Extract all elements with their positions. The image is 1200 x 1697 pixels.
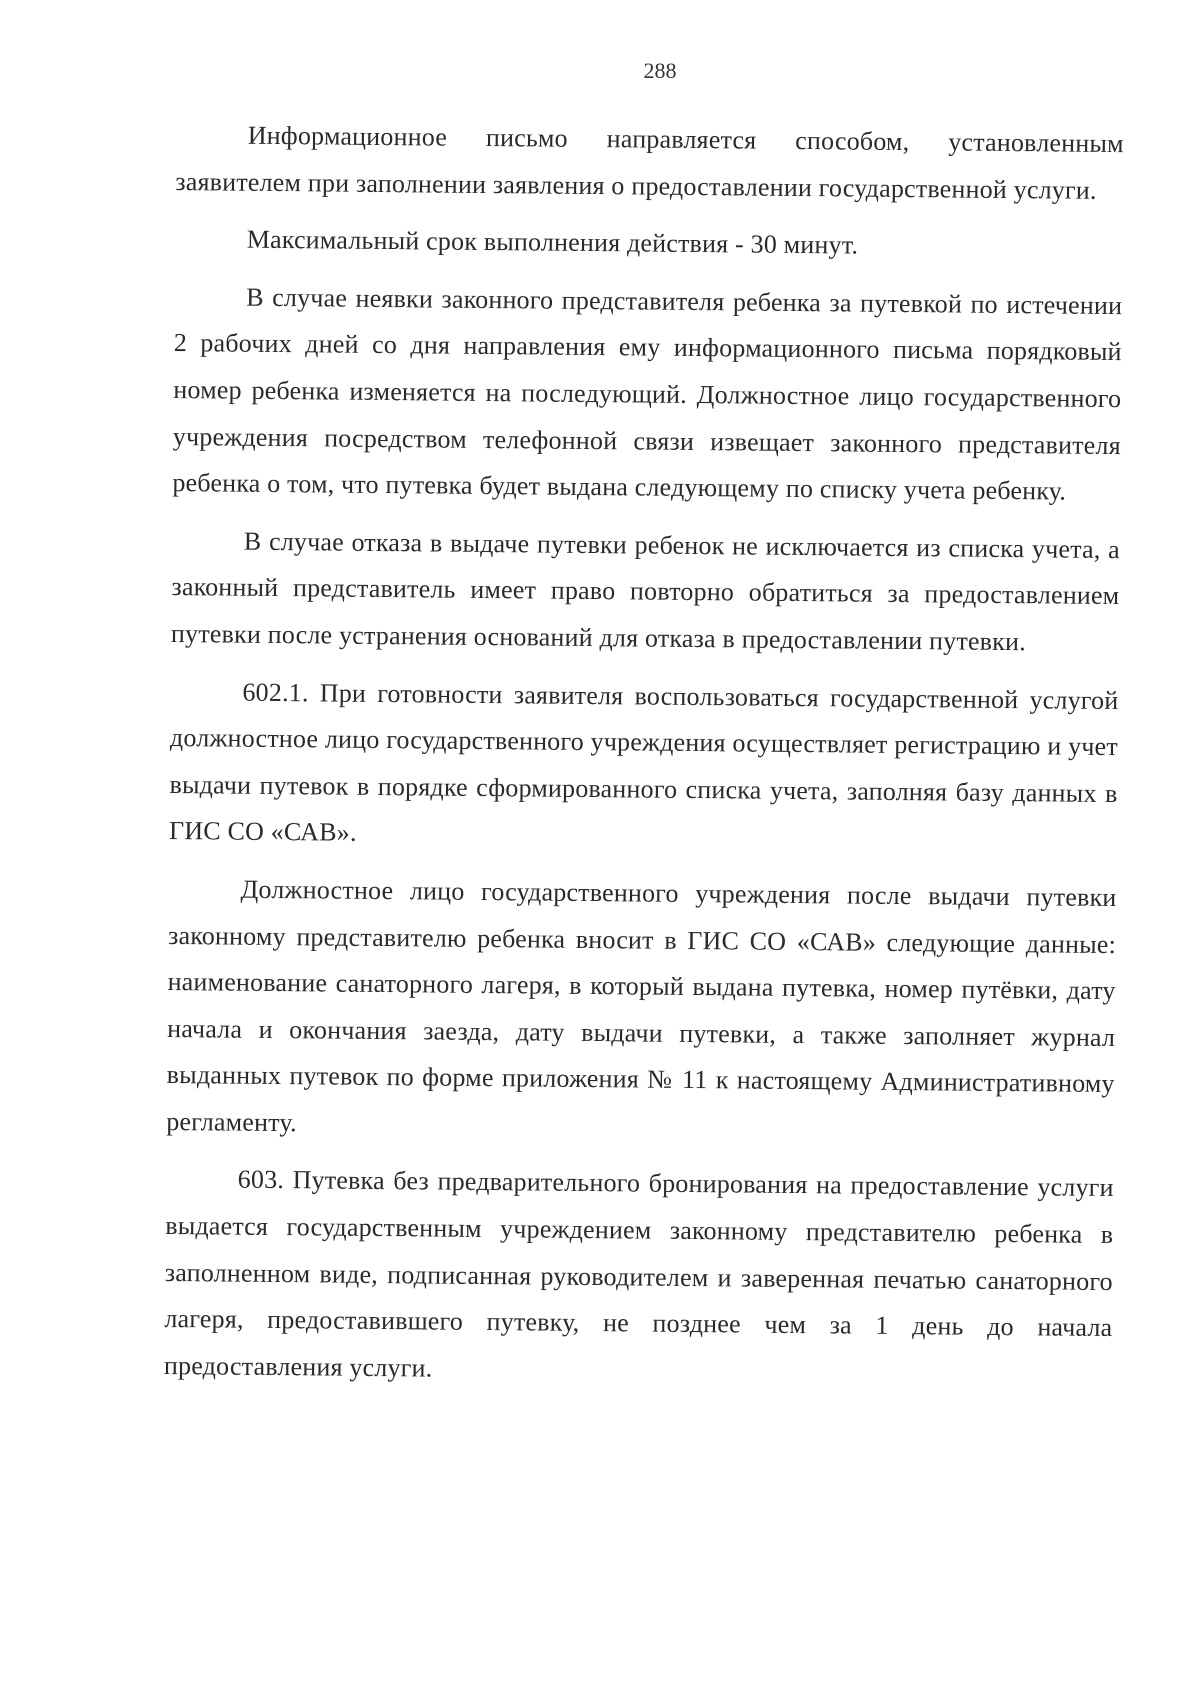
paragraph-max-duration: Максимальный срок выполнения действия - 30 минут. [246, 224, 859, 260]
paragraph-no-show: В случае неявки законного представителя ребенка за путевкой по истечении 2 рабочих дней со дня направления ему информационного письма порядковый номер ребенка изменяется на последующий. Должностное лицо государственного учреждения посредством телефонной связи извещает законного представителя ребенка о том, что путевка будет выдана следующему по списку учета ребенку. [172, 282, 1123, 506]
document-body [164, 112, 1124, 1409]
paragraph-603: 603. Путевка без предварительного бронирования на предоставление услуги выдается государственным учреждением законному представителю ребенка в заполненном виде, подписанная руководителем и заверенная печатью санаторного лагеря, предоставившего путевку, не позднее чем за 1 день до начала предоставления услуги. [163, 1165, 1114, 1383]
paragraph-info-letter: Информационное письмо направляется способом, установленным заявителем при заполнении заявления о предоставлении государственной услуги. [175, 120, 1124, 205]
paragraph-official-entry: Должностное лицо государственного учреждения после выдачи путевки законному представителю ребенка вносит в ГИС СО «САВ» следующие данные: наименование санаторного лагеря, в который выдана путевка, номер путёвки, дату начала и окончания заезда, дату выдачи путевки, а также заполняет журнал выданных путевок по форме приложения № 11 к настоящему Административному регламенту. [166, 874, 1117, 1138]
page-number: 288 [643, 58, 677, 83]
paragraph-refusal: В случае отказа в выдаче путевки ребенок не исключается из списка учета, а законный представитель имеет право повторно обратиться за предоставлением путевки после устранения оснований для отказа в предоставлении путевки. [170, 526, 1120, 657]
paragraph-602-1: 602.1. При готовности заявителя воспользоваться государственной услугой должностное лицо государственного учреждения осуществляет регистрацию и учет выдачи путевок в порядке сформированного списка учета, заполняя базу данных в ГИС СО «САВ». [168, 677, 1119, 848]
